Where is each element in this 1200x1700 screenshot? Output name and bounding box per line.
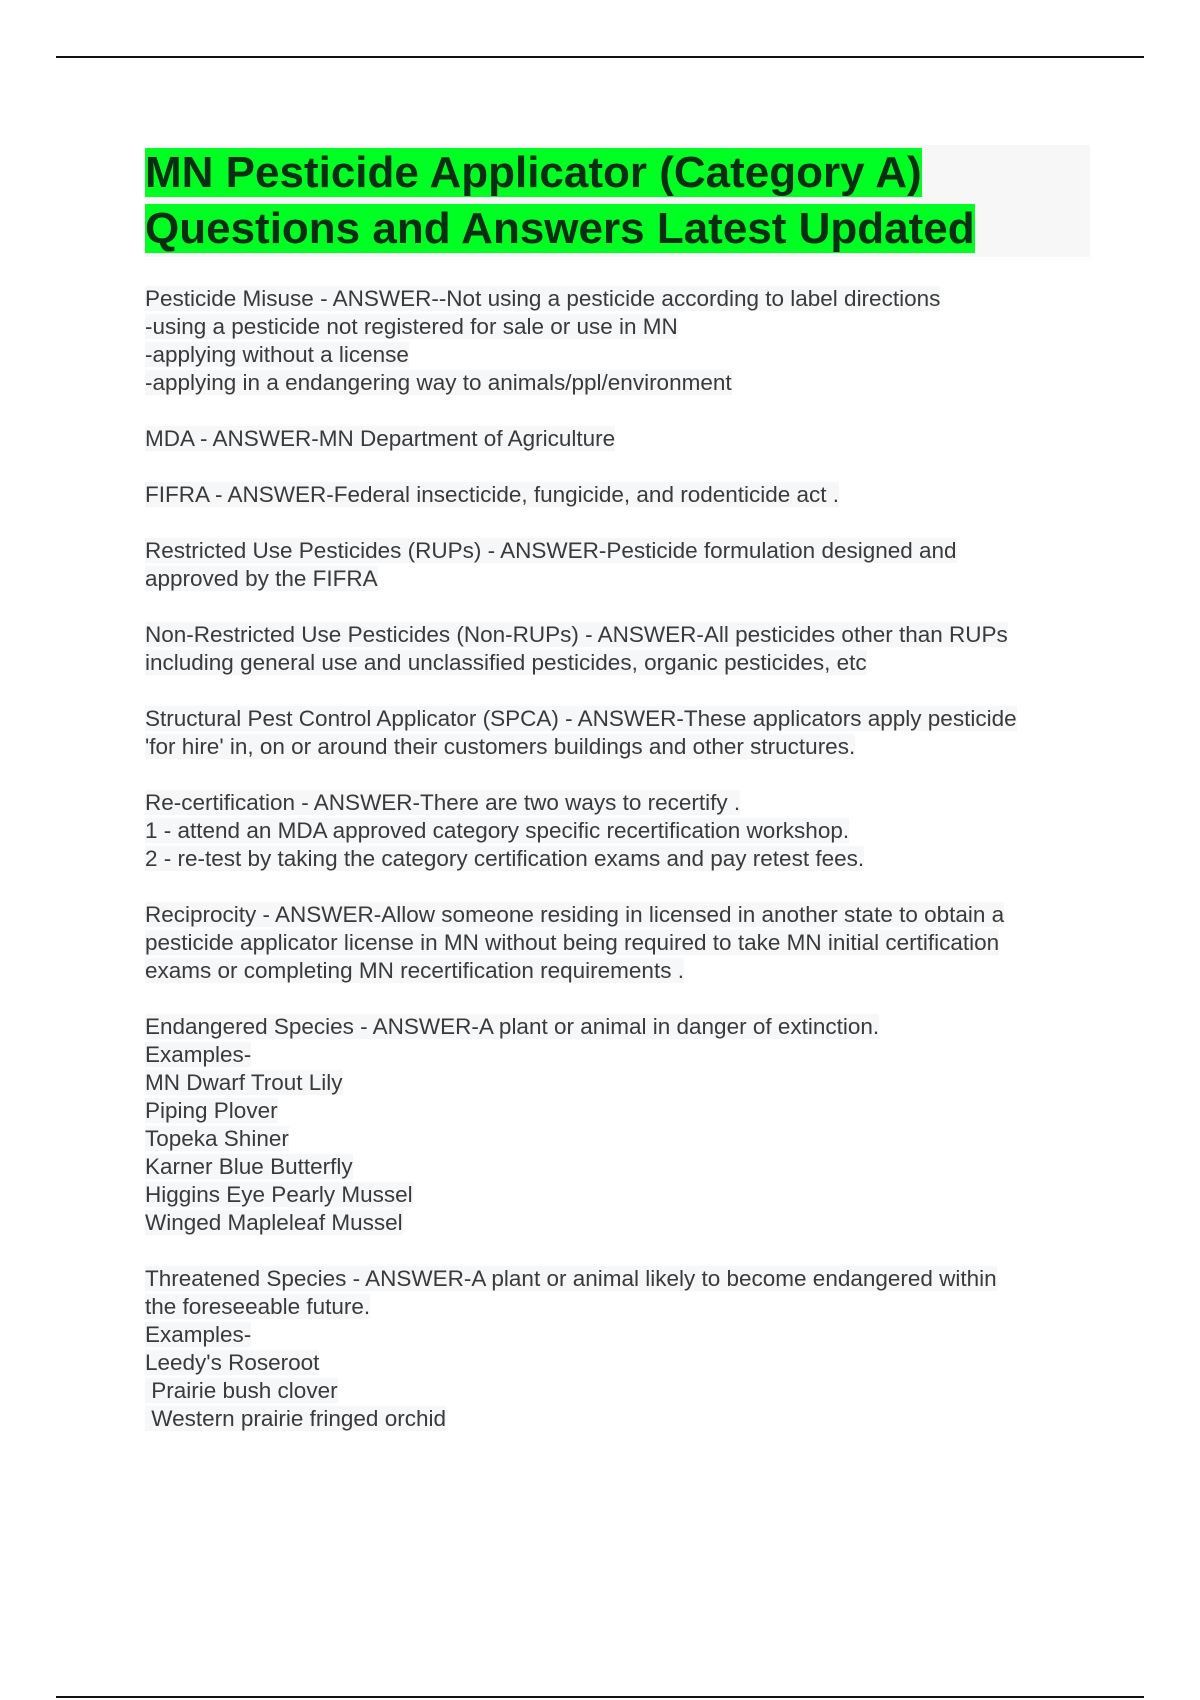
qa-line-text: Endangered Species - ANSWER-A plant or animal in danger of extinction. — [145, 1014, 880, 1039]
qa-line-text: Piping Plover — [145, 1098, 278, 1123]
qa-item — [145, 789, 1090, 873]
qa-answer-line — [145, 1405, 1090, 1433]
qa-line-text: 'for hire' in, on or around their customers buildings and other structures. — [145, 734, 856, 759]
qa-line-text: 1 - attend an MDA approved category specific recertification workshop. — [145, 818, 850, 843]
qa-item — [145, 481, 1090, 509]
qa-answer-line — [145, 1097, 1090, 1125]
qa-answer-line — [145, 957, 1090, 985]
qa-answer-line — [145, 1181, 1090, 1209]
qa-line-text: Western prairie fringed orchid — [145, 1406, 446, 1431]
qa-line-text: Higgins Eye Pearly Mussel — [145, 1182, 413, 1207]
qa-item — [145, 285, 1090, 397]
qa-question-line — [145, 1265, 1090, 1293]
qa-question-line — [145, 425, 1090, 453]
qa-answer-line — [145, 1041, 1090, 1069]
qa-line-text: Re-certification - ANSWER-There are two ways to recertify . — [145, 790, 741, 815]
qa-line-text: MN Dwarf Trout Lily — [145, 1070, 343, 1095]
qa-line-text: Examples- — [145, 1042, 252, 1067]
title-line-2: Questions and Answers Latest Updated — [145, 204, 975, 253]
qa-item — [145, 425, 1090, 453]
qa-answer-line — [145, 1321, 1090, 1349]
qa-line-text: -applying in a endangering way to animals/ppl/environment — [145, 370, 732, 395]
qa-answer-line — [145, 1069, 1090, 1097]
qa-line-text: Reciprocity - ANSWER-Allow someone residing in licensed in another state to obtain a — [145, 902, 1005, 927]
qa-answer-line — [145, 341, 1090, 369]
qa-line-text: the foreseeable future. — [145, 1294, 371, 1319]
qa-answer-line — [145, 649, 1090, 677]
qa-line-text: 2 - re-test by taking the category certification exams and pay retest fees. — [145, 846, 865, 871]
qa-line-text: Winged Mapleleaf Mussel — [145, 1210, 403, 1235]
qa-line-text: Non-Restricted Use Pesticides (Non-RUPs) - ANSWER-All pesticides other than RUPs — [145, 622, 1008, 647]
qa-answer-line — [145, 817, 1090, 845]
qa-answer-line — [145, 733, 1090, 761]
qa-line-text: including general use and unclassified pesticides, organic pesticides, etc — [145, 650, 867, 675]
qa-question-line — [145, 705, 1090, 733]
qa-line-text: Examples- — [145, 1322, 252, 1347]
qa-answer-line — [145, 845, 1090, 873]
qa-answer-line — [145, 313, 1090, 341]
qa-line-text: -applying without a license — [145, 342, 409, 367]
qa-line-text: Prairie bush clover — [145, 1378, 338, 1403]
qa-line-text: pesticide applicator license in MN without being required to take MN initial certification — [145, 930, 1000, 955]
qa-answer-line — [145, 1125, 1090, 1153]
qa-answer-line — [145, 1209, 1090, 1237]
qa-item — [145, 1013, 1090, 1237]
qa-line-text: Leedy's Roseroot — [145, 1350, 320, 1375]
qa-line-text: Structural Pest Control Applicator (SPCA) - ANSWER-These applicators apply pesticide — [145, 706, 1017, 731]
qa-line-text: approved by the FIFRA — [145, 566, 378, 591]
qa-item — [145, 1265, 1090, 1433]
qa-line-text: Threatened Species - ANSWER-A plant or animal likely to become endangered within — [145, 1266, 997, 1291]
qa-question-line — [145, 481, 1090, 509]
qa-answer-line — [145, 369, 1090, 397]
qa-line-text: MDA - ANSWER-MN Department of Agriculture — [145, 426, 616, 451]
header-rule — [56, 56, 1144, 58]
qa-item — [145, 705, 1090, 761]
qa-question-line — [145, 621, 1090, 649]
document-body — [145, 145, 1090, 1461]
qa-item — [145, 901, 1090, 985]
qa-question-line — [145, 285, 1090, 313]
qa-line-text: FIFRA - ANSWER-Federal insecticide, fungicide, and rodenticide act . — [145, 482, 840, 507]
qa-line-text: exams or completing MN recertification requirements . — [145, 958, 684, 983]
qa-answer-line — [145, 1153, 1090, 1181]
qa-answer-line — [145, 1349, 1090, 1377]
qa-line-text: Restricted Use Pesticides (RUPs) - ANSWER-Pesticide formulation designed and — [145, 538, 957, 563]
qa-answer-line — [145, 1377, 1090, 1405]
qa-line-text: Pesticide Misuse - ANSWER--Not using a pesticide according to label directions — [145, 286, 941, 311]
qa-answer-line — [145, 565, 1090, 593]
qa-item — [145, 621, 1090, 677]
qa-line-text: Topeka Shiner — [145, 1126, 289, 1151]
document-title — [145, 145, 1090, 257]
qa-question-line — [145, 1013, 1090, 1041]
qa-list — [145, 285, 1090, 1433]
qa-line-text: Karner Blue Butterfly — [145, 1154, 353, 1179]
qa-question-line — [145, 789, 1090, 817]
qa-question-line — [145, 901, 1090, 929]
qa-answer-line — [145, 1293, 1090, 1321]
footer-rule — [56, 1696, 1144, 1698]
qa-answer-line — [145, 929, 1090, 957]
qa-question-line — [145, 537, 1090, 565]
title-line-1: MN Pesticide Applicator (Category A) — [145, 148, 922, 197]
qa-item — [145, 537, 1090, 593]
qa-line-text: -using a pesticide not registered for sale or use in MN — [145, 314, 678, 339]
